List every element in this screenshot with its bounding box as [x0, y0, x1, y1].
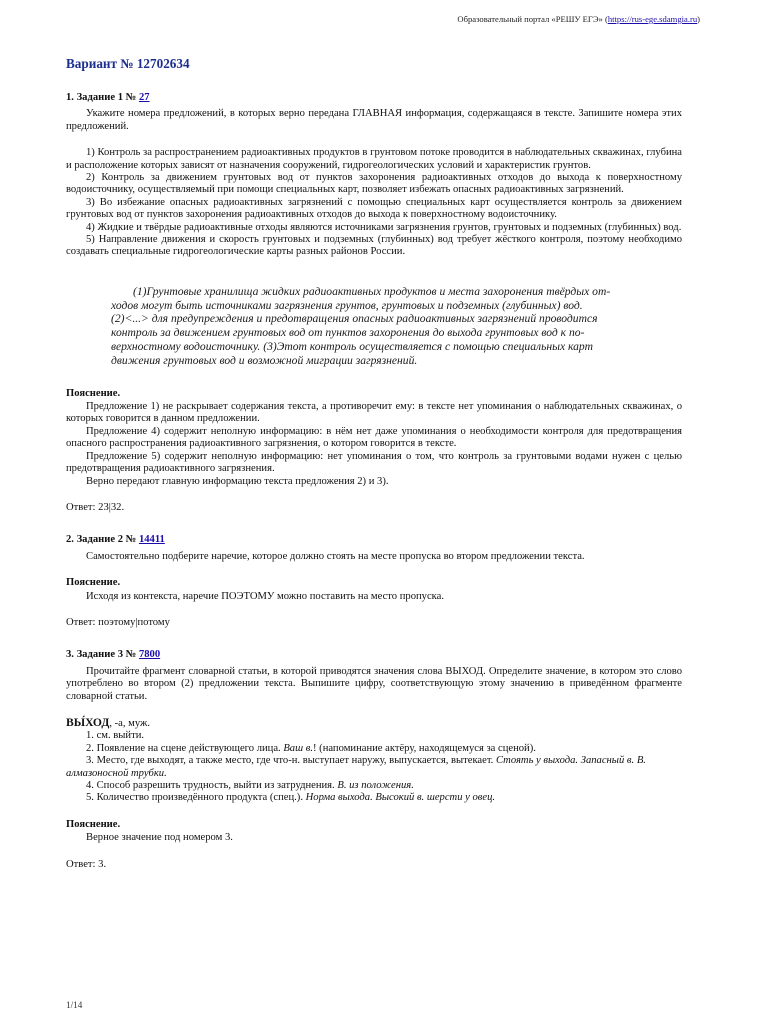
entry-sense-5: 5. Количество произведённого продукта (спец.). Норма выхода. Высокий в. шерсти у овец. [86, 792, 496, 804]
task-3-title: 3. Задание 3 № 7800 [66, 649, 161, 661]
portal-close: ) [697, 14, 700, 24]
task-3 [66, 649, 682, 871]
portal-text: Образовательный портал «РЕШУ ЕГЭ» ( [457, 14, 608, 24]
task-1-explanation-2: Предложение 4) содержит неполную информацию: в нём нет даже упоминания о необходимости контроля для предотвращения опасного распространения радиоактивного загрязнения, о котором говорится в тексте. [66, 425, 682, 450]
task-2 [66, 534, 682, 629]
task-1-option-1: 1) Контроль за распространением радиоактивных продуктов в грунтовом потоке проводится в наблюдательных скважинах, глубина и расположение которых зависят от назначения сооружений, гидрогеологических условий и характеристик грунтов. [66, 147, 682, 171]
source-text-line: движения грунтовых вод и возможной миграции загрязнений. [111, 353, 418, 367]
source-text [111, 285, 642, 368]
entry-headword-line [66, 717, 682, 730]
task-3-answer: Ответ: 3. [66, 858, 107, 870]
task-1-option-4: 4) Жидкие и твёрдые радиоактивные отходы являются источниками загрязнения грунтов, грунтовых и подземных (глубинных) вод. [86, 221, 682, 233]
source-text-line: контроль за движением грунтовых вод от пунктов захоронения до выхода грунтовых вод к по- [111, 326, 585, 340]
source-text-line: (1)Грунтовые хранилища жидких радиоактивных продуктов и места захоронения твёрдых от- [133, 284, 611, 298]
entry-sense-4: 4. Способ разрешить трудность, выйти из затруднения. В. из положения. [86, 780, 414, 791]
source-text-line: ходов могут быть источниками загрязнения грунтов, грунтовых и подземных (глубинных) вод. [111, 298, 583, 312]
variant-title: Вариант № 12702634 [66, 56, 190, 71]
task-2-title: 2. Задание 2 № 14411 [66, 534, 165, 546]
source-text-line: (2)<...> для предупреждения и предотвращения опасных радиоактивных загрязнений проводится [111, 312, 598, 326]
task-1-explanation-4: Верно передают главную информацию текста предложения 2) и 3). [86, 475, 389, 487]
portal-link[interactable]: https://rus-ege.sdamgia.ru [607, 14, 698, 24]
page-number: 1/14 [66, 1000, 83, 1010]
task-3-question: Прочитайте фрагмент словарной статьи, в которой приводятся значения слова ВЫХОД. Определите значение, в котором это слово употреблено во втором (2) предложении текста. Выпишите цифру, соответствующую этому значению в приведённом фрагменте словарной статьи. [66, 665, 682, 702]
task-2-explanation-label: Пояснение. [66, 577, 121, 589]
task-1-question: Укажите номера предложений, в которых верно передана ГЛАВНАЯ информация, содержащаяся в тексте. Запишите номера этих предложений. [66, 108, 682, 132]
task-1 [66, 92, 682, 514]
task-3-explanation-label: Пояснение. [66, 818, 121, 830]
task-1-option-5: 5) Направление движения и скорость грунтовых и подземных (глубинных) вод требует жёсткого контроля, поэтому необходимо создавать специальные гидрогеологические карты разных районов России. [66, 234, 682, 258]
task-1-option-3: 3) Во избежание опасных радиоактивных загрязнений с помощью специальных карт осуществляется контроль за движением грунтовых вод от пунктов захоронения радиоактивных отходов до выхода к поверхностному водоисточнику. [66, 196, 682, 221]
entry-sense-1: 1. см. выйти. [86, 730, 145, 742]
task-1-answer: Ответ: 23|32. [66, 501, 125, 513]
task-2-answer: Ответ: поэтому|потому [66, 616, 170, 628]
page-header [457, 14, 700, 24]
task-2-explanation: Исходя из контекста, наречие ПОЭТОМУ можно поставить на место пропуска. [86, 590, 444, 602]
task-1-explanation-3: Предложение 5) содержит неполную информацию: нет упоминания о том, что контроль за грунтовыми водами нужен с целью предотвращения радиоактивного загрязнения. [66, 450, 682, 475]
dictionary-entry [66, 717, 682, 805]
task-1-title: 1. Задание 1 № 27 [66, 92, 150, 103]
document-content [66, 56, 682, 871]
task-3-explanation: Верное значение под номером 3. [86, 832, 233, 844]
entry-sense-2: 2. Появление на сцене действующего лица. Ваш в.! (напоминание актёру, находящемуся за сценой). [86, 742, 536, 754]
entry-headword: ВЫ́ХОД [66, 715, 110, 729]
source-text-line: верхностному водоисточнику. (3)Этот контроль осуществляется с помощью специальных карт [111, 340, 593, 354]
task-2-question: Самостоятельно подберите наречие, которое должно стоять на месте пропуска во втором предложении текста. [86, 550, 585, 562]
task-1-explanation-label: Пояснение. [66, 387, 121, 399]
task-1-explanation-1: Предложение 1) не раскрывает содержания текста, а противоречит ему: в тексте нет упоминания о наблюдательных скважинах, о которых говорится в данном предложении. [66, 401, 682, 425]
task-2-link[interactable]: 14411 [138, 534, 165, 546]
entry-grammar: , -а, муж. [109, 717, 150, 729]
task-1-link[interactable]: 27 [138, 92, 150, 103]
task-3-link[interactable]: 7800 [138, 649, 161, 661]
entry-sense-3: 3. Место, где выходят, а также место, где что-н. выступает наружу, выпускается, вытекает. Стоять у выхода. Запасный в. В. алмазоносной трубки. [66, 755, 646, 779]
task-1-option-2: 2) Контроль за движением грунтовых вод от пунктов захоронения радиоактивных отходов до выхода к поверхностному водоисточнику, осуществляемый при помощи специальных карт, позволяет избежать опасных радиоактивных загрязнений. [66, 172, 682, 196]
